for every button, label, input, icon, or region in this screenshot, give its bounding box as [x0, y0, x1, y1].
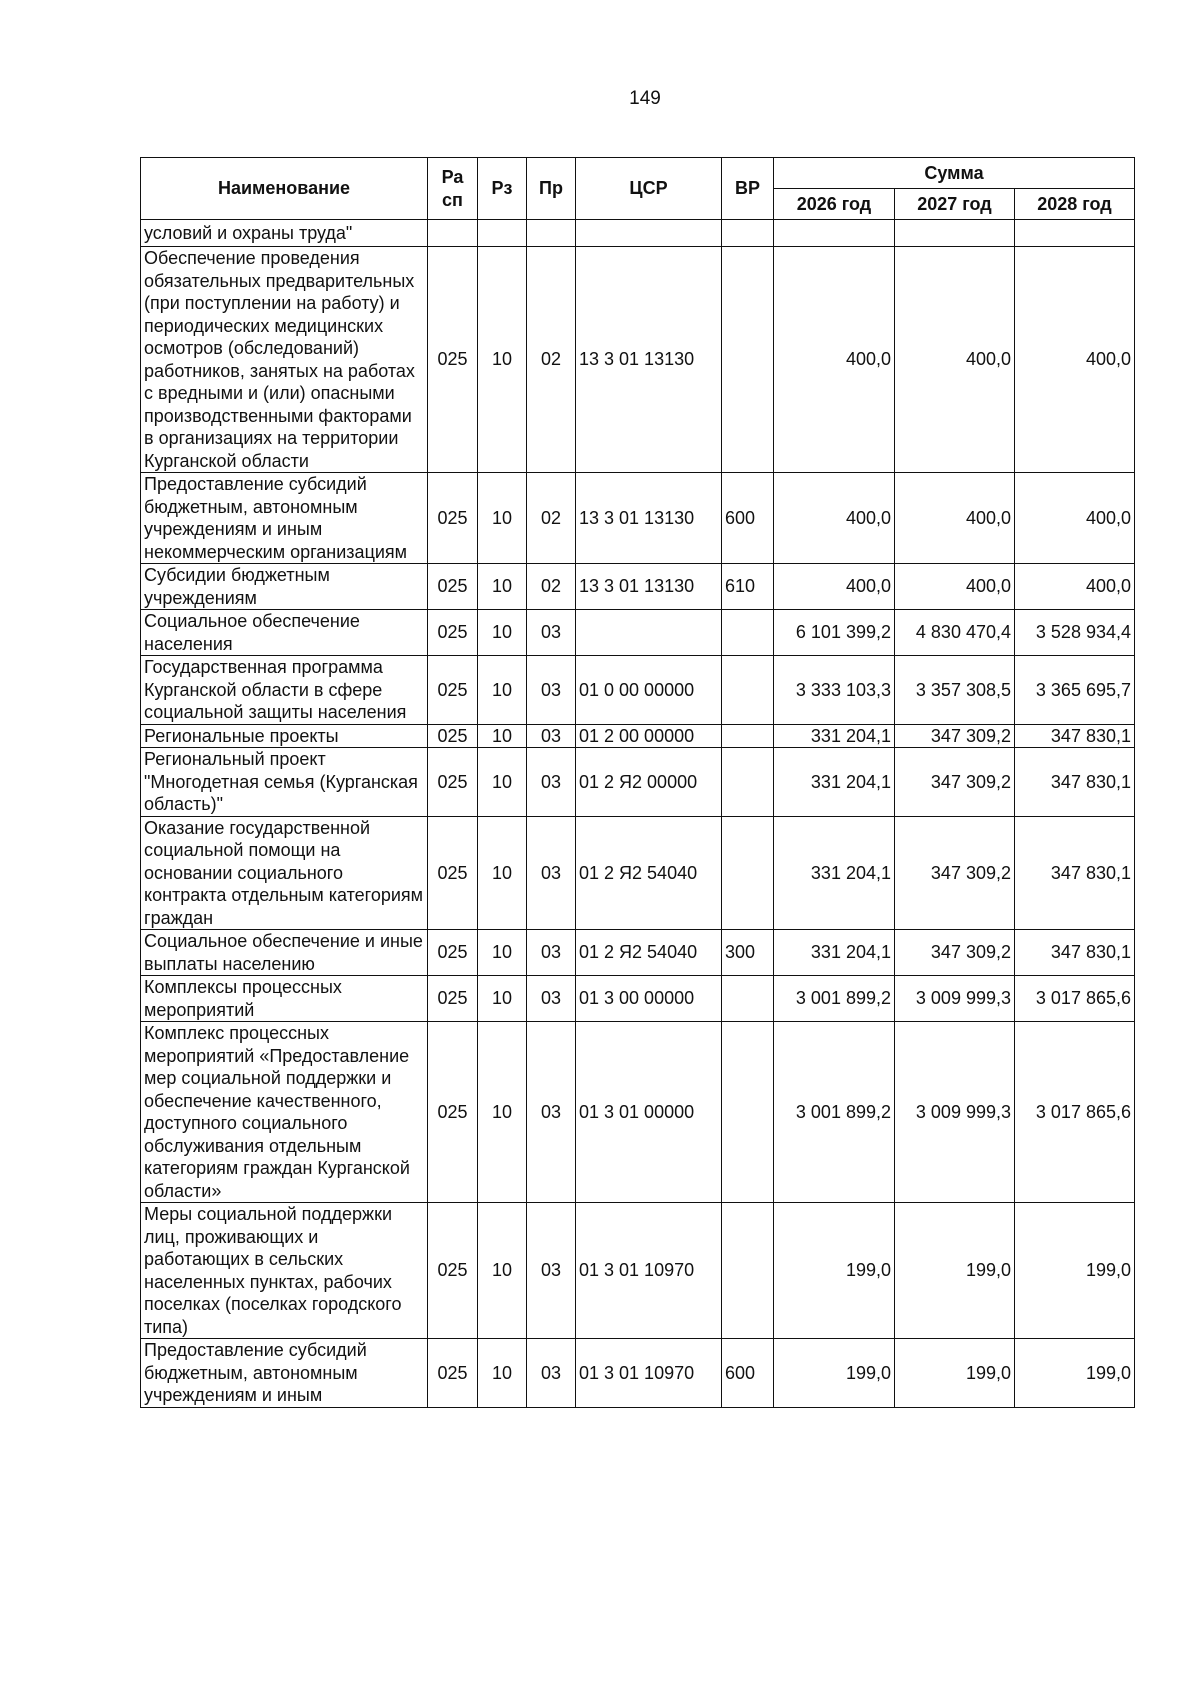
- cell-2028: [1015, 220, 1135, 247]
- cell-pr: 03: [527, 1339, 576, 1408]
- cell-2026: 331 204,1: [774, 930, 895, 976]
- cell-rasp: [428, 220, 478, 247]
- table-row: [141, 930, 1135, 976]
- cell-2028: 347 830,1: [1015, 724, 1135, 748]
- cell-2027: 3 357 308,5: [895, 656, 1015, 725]
- table-row: [141, 1339, 1135, 1408]
- cell-rasp: 025: [428, 816, 478, 930]
- cell-2026: 331 204,1: [774, 816, 895, 930]
- cell-name: Предоставление субсидий бюджетным, автономным учреждениям и иным некоммерческим организациям: [141, 473, 428, 564]
- cell-name: Меры социальной поддержки лиц, проживающих и работающих в сельских населенных пунктах, рабочих поселках (поселках городского типа): [141, 1203, 428, 1339]
- cell-rasp: 025: [428, 1022, 478, 1203]
- cell-rz: 10: [478, 976, 527, 1022]
- table-row: [141, 976, 1135, 1022]
- cell-vr: 600: [722, 1339, 774, 1408]
- cell-pr: 03: [527, 610, 576, 656]
- cell-2026: 6 101 399,2: [774, 610, 895, 656]
- cell-2028: 3 017 865,6: [1015, 1022, 1135, 1203]
- cell-name: Региональный проект "Многодетная семья (Курганская область)": [141, 748, 428, 817]
- cell-pr: 03: [527, 976, 576, 1022]
- cell-rz: [478, 220, 527, 247]
- cell-vr: [722, 976, 774, 1022]
- table-row: [141, 724, 1135, 748]
- table-row: [141, 610, 1135, 656]
- cell-2027: 4 830 470,4: [895, 610, 1015, 656]
- cell-2027: 400,0: [895, 564, 1015, 610]
- cell-name: условий и охраны труда": [141, 220, 428, 247]
- cell-vr: [722, 610, 774, 656]
- cell-rz: 10: [478, 748, 527, 817]
- cell-csr: 13 3 01 13130: [576, 473, 722, 564]
- cell-csr: 01 2 Я2 54040: [576, 816, 722, 930]
- cell-pr: 03: [527, 1022, 576, 1203]
- cell-csr: 13 3 01 13130: [576, 247, 722, 473]
- cell-name: Субсидии бюджетным учреждениям: [141, 564, 428, 610]
- cell-2026: 331 204,1: [774, 724, 895, 748]
- page-number: 149: [629, 88, 661, 109]
- cell-2028: 400,0: [1015, 473, 1135, 564]
- cell-2028: 400,0: [1015, 564, 1135, 610]
- cell-2028: 199,0: [1015, 1339, 1135, 1408]
- table-row: [141, 1022, 1135, 1203]
- cell-rz: 10: [478, 656, 527, 725]
- table-row: [141, 1203, 1135, 1339]
- cell-2027: 400,0: [895, 247, 1015, 473]
- cell-rasp: 025: [428, 930, 478, 976]
- table-row: [141, 473, 1135, 564]
- cell-pr: 02: [527, 564, 576, 610]
- cell-csr: 01 3 00 00000: [576, 976, 722, 1022]
- cell-vr: [722, 1203, 774, 1339]
- cell-pr: [527, 220, 576, 247]
- cell-2028: 347 830,1: [1015, 748, 1135, 817]
- header-pr: Пр: [527, 158, 576, 220]
- cell-name: Социальное обеспечение населения: [141, 610, 428, 656]
- cell-2026: [774, 220, 895, 247]
- cell-2027: 347 309,2: [895, 724, 1015, 748]
- cell-2026: 400,0: [774, 564, 895, 610]
- cell-2026: 199,0: [774, 1203, 895, 1339]
- cell-vr: [722, 724, 774, 748]
- cell-vr: [722, 748, 774, 817]
- cell-vr: [722, 816, 774, 930]
- cell-2027: 199,0: [895, 1203, 1015, 1339]
- cell-rasp: 025: [428, 724, 478, 748]
- cell-2026: 400,0: [774, 473, 895, 564]
- cell-csr: [576, 220, 722, 247]
- cell-2027: 347 309,2: [895, 930, 1015, 976]
- cell-name: Оказание государственной социальной помощи на основании социального контракта отдельным категориям граждан: [141, 816, 428, 930]
- cell-name: Обеспечение проведения обязательных предварительных (при поступлении на работу) и периодических медицинских осмотров (обследований) работников, занятых на работах с вредными и (или) опасными производственными факторами в организациях на территории Курганской области: [141, 247, 428, 473]
- cell-pr: 02: [527, 473, 576, 564]
- table-row: [141, 656, 1135, 725]
- table-row: [141, 220, 1135, 247]
- cell-2026: 3 001 899,2: [774, 976, 895, 1022]
- budget-table: [140, 157, 1135, 1408]
- cell-rasp: 025: [428, 473, 478, 564]
- cell-2026: 199,0: [774, 1339, 895, 1408]
- cell-rasp: 025: [428, 656, 478, 725]
- cell-name: Государственная программа Курганской области в сфере социальной защиты населения: [141, 656, 428, 725]
- cell-2027: 347 309,2: [895, 816, 1015, 930]
- cell-rz: 10: [478, 1339, 527, 1408]
- cell-pr: 03: [527, 1203, 576, 1339]
- table-row: [141, 564, 1135, 610]
- cell-name: Предоставление субсидий бюджетным, автономным учреждениям и иным: [141, 1339, 428, 1408]
- cell-vr: [722, 247, 774, 473]
- cell-rasp: 025: [428, 1339, 478, 1408]
- cell-rz: 10: [478, 473, 527, 564]
- cell-vr: [722, 656, 774, 725]
- cell-pr: 03: [527, 656, 576, 725]
- cell-rz: 10: [478, 564, 527, 610]
- cell-csr: 01 0 00 00000: [576, 656, 722, 725]
- cell-pr: 03: [527, 724, 576, 748]
- cell-2027: 400,0: [895, 473, 1015, 564]
- header-rz: Рз: [478, 158, 527, 220]
- cell-pr: 03: [527, 748, 576, 817]
- cell-rasp: 025: [428, 564, 478, 610]
- cell-name: Комплексы процессных мероприятий: [141, 976, 428, 1022]
- header-year-2026: 2026 год: [774, 189, 895, 220]
- cell-rz: 10: [478, 610, 527, 656]
- header-sum: Сумма: [774, 158, 1135, 189]
- table-body: [141, 220, 1135, 1408]
- cell-rz: 10: [478, 1203, 527, 1339]
- cell-2027: [895, 220, 1015, 247]
- header-rasp: Ра сп: [428, 158, 478, 220]
- cell-csr: 01 2 00 00000: [576, 724, 722, 748]
- cell-2027: 347 309,2: [895, 748, 1015, 817]
- cell-vr: 600: [722, 473, 774, 564]
- cell-2026: 3 001 899,2: [774, 1022, 895, 1203]
- cell-rasp: 025: [428, 976, 478, 1022]
- cell-name: Комплекс процессных мероприятий «Предоставление мер социальной поддержки и обеспечение качественного, доступного социального обслуживания отдельным категориям граждан Курганской области»: [141, 1022, 428, 1203]
- table-row: [141, 816, 1135, 930]
- cell-2026: 400,0: [774, 247, 895, 473]
- cell-rasp: 025: [428, 748, 478, 817]
- cell-2028: 3 528 934,4: [1015, 610, 1135, 656]
- cell-2028: 347 830,1: [1015, 930, 1135, 976]
- cell-csr: 01 2 Я2 54040: [576, 930, 722, 976]
- table-row: [141, 247, 1135, 473]
- cell-2028: 3 017 865,6: [1015, 976, 1135, 1022]
- header-csr: ЦСР: [576, 158, 722, 220]
- table-row: [141, 748, 1135, 817]
- cell-csr: 01 3 01 10970: [576, 1203, 722, 1339]
- header-year-2027: 2027 год: [895, 189, 1015, 220]
- cell-2028: 3 365 695,7: [1015, 656, 1135, 725]
- cell-vr: 610: [722, 564, 774, 610]
- cell-2027: 3 009 999,3: [895, 1022, 1015, 1203]
- cell-pr: 03: [527, 816, 576, 930]
- cell-csr: 01 3 01 10970: [576, 1339, 722, 1408]
- cell-rz: 10: [478, 1022, 527, 1203]
- cell-rasp: 025: [428, 1203, 478, 1339]
- cell-csr: 01 3 01 00000: [576, 1022, 722, 1203]
- cell-pr: 03: [527, 930, 576, 976]
- cell-rz: 10: [478, 930, 527, 976]
- cell-2028: 400,0: [1015, 247, 1135, 473]
- cell-2028: 347 830,1: [1015, 816, 1135, 930]
- cell-csr: 13 3 01 13130: [576, 564, 722, 610]
- cell-vr: 300: [722, 930, 774, 976]
- cell-csr: [576, 610, 722, 656]
- cell-rz: 10: [478, 247, 527, 473]
- cell-csr: 01 2 Я2 00000: [576, 748, 722, 817]
- cell-2028: 199,0: [1015, 1203, 1135, 1339]
- header-vr: ВР: [722, 158, 774, 220]
- cell-2027: 199,0: [895, 1339, 1015, 1408]
- header-name: Наименование: [141, 158, 428, 220]
- cell-rasp: 025: [428, 610, 478, 656]
- cell-rz: 10: [478, 724, 527, 748]
- cell-vr: [722, 220, 774, 247]
- cell-rasp: 025: [428, 247, 478, 473]
- cell-2026: 3 333 103,3: [774, 656, 895, 725]
- header-year-2028: 2028 год: [1015, 189, 1135, 220]
- cell-vr: [722, 1022, 774, 1203]
- cell-2027: 3 009 999,3: [895, 976, 1015, 1022]
- cell-rz: 10: [478, 816, 527, 930]
- cell-2026: 331 204,1: [774, 748, 895, 817]
- cell-name: Социальное обеспечение и иные выплаты населению: [141, 930, 428, 976]
- cell-pr: 02: [527, 247, 576, 473]
- table-header: [141, 158, 1135, 220]
- cell-name: Региональные проекты: [141, 724, 428, 748]
